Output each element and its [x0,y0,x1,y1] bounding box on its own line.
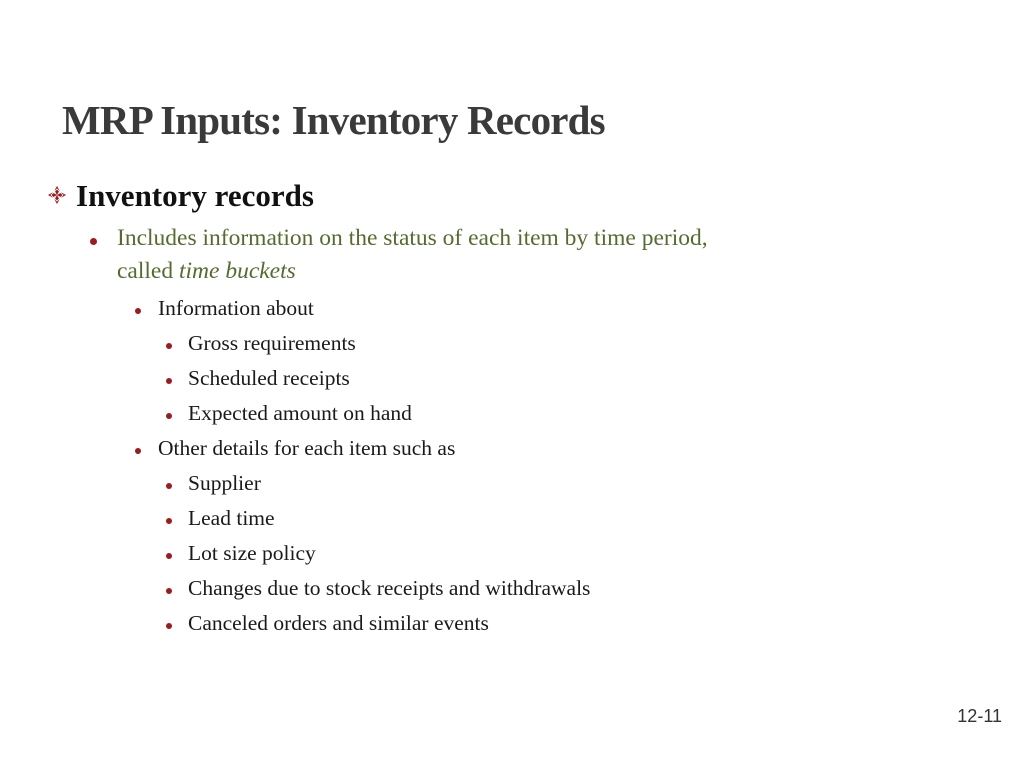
round-bullet-icon [135,448,141,454]
list-item: Gross requirements [188,331,356,355]
list-item: Supplier [188,471,261,495]
round-bullet-icon [135,308,141,314]
group1-heading: Information about [158,296,314,320]
round-bullet-icon [166,413,172,419]
group2-heading: Other details for each item such as [158,436,456,460]
round-bullet-icon [166,518,172,524]
list-item: Scheduled receipts [188,366,350,390]
list-item: Expected amount on hand [188,401,412,425]
list-item: Lead time [188,506,275,530]
round-bullet-icon [166,483,172,489]
round-bullet-icon [166,553,172,559]
level2-text-line1: Includes information on the status of each item by time period, [117,225,708,251]
round-bullet-icon [166,343,172,349]
list-item: Canceled orders and similar events [188,611,489,635]
level2-text-line2 [117,258,296,285]
level2-text-prefix: called [117,258,179,284]
round-bullet-icon [166,588,172,594]
list-item: Changes due to stock receipts and withdrawals [188,576,591,600]
slide-title: MRP Inputs: Inventory Records [62,97,605,143]
list-item: Lot size policy [188,541,316,565]
diamond-bullet-icon [48,186,66,204]
time-buckets-term: time buckets [178,258,296,284]
level1-heading: Inventory records [76,178,314,213]
round-bullet-icon [166,378,172,384]
page-number: 12-11 [957,706,1002,726]
round-bullet-icon [166,623,172,629]
round-bullet-icon [90,238,97,245]
